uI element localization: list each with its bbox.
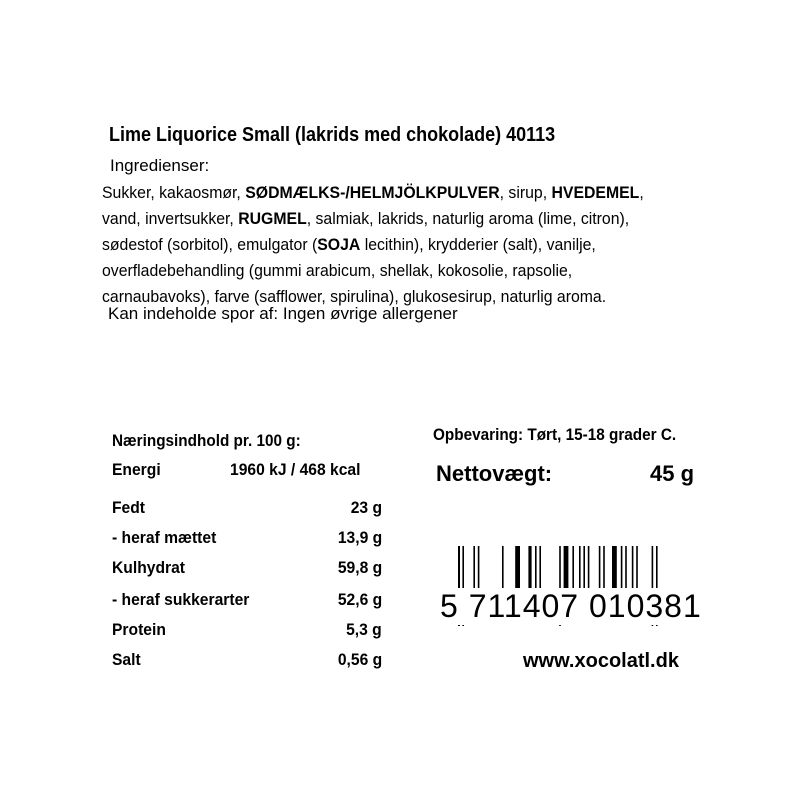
nutrition-row [112, 650, 382, 674]
net-weight-value: 45 g [650, 461, 695, 486]
allergen-trace-note: Kan indeholde spor af: Ingen øvrige allergener [108, 304, 458, 323]
nutrition-row [112, 528, 382, 552]
nutrition-name: Protein [112, 620, 166, 639]
nutrition-name: Salt [112, 650, 141, 669]
ingredient-text: , vand, invertsukker, [102, 183, 644, 228]
nutrition-row [112, 498, 382, 522]
nutrition-row-energy [112, 460, 382, 484]
nutrition-header: Næringsindhold pr. 100 g: [112, 431, 301, 450]
nutrition-value: 23 g [350, 498, 382, 517]
nutrition-name: Energi [112, 460, 161, 479]
nutrition-value: 1960 kJ / 468 kcal [230, 460, 361, 479]
allergen-highlight: RUGMEL [238, 209, 307, 228]
nutrition-name: Fedt [112, 498, 146, 517]
nutrition-name: - heraf mættet [112, 528, 217, 547]
nutrition-value: 5,3 g [346, 620, 382, 639]
ingredient-text: , sirup, [499, 183, 552, 202]
nutrition-row [112, 590, 382, 614]
ingredients-label: Ingredienser: [110, 156, 210, 175]
nutrition-name: Kulhydrat [112, 558, 185, 577]
nutrition-value: 59,8 g [337, 558, 382, 577]
storage-info: Opbevaring: Tørt, 15-18 grader C. [433, 425, 677, 444]
nutrition-value: 0,56 g [337, 650, 382, 669]
nutrition-value: 52,6 g [337, 590, 382, 609]
ingredients-text [102, 180, 669, 310]
allergen-highlight: SOJA [317, 235, 361, 254]
nutrition-name: - heraf sukkerarter [112, 590, 250, 609]
nutrition-row [112, 558, 382, 582]
nutrition-value: 13,9 g [337, 528, 382, 547]
ingredient-text: lecithin), krydderier (salt), vanilje, overfladebehandling (gummi arabicum, shellak, kokosolie, rapsolie, carnaubavoks), farve (safflower, spirulina), glukosesirup, naturlig aroma. [102, 235, 607, 306]
barcode-number: 5 711407 010381 [440, 588, 702, 624]
ingredient-text: , salmiak, lakrids, naturlig aroma (lime, citron), sødestof (sorbitol), emulgator ( [102, 209, 630, 254]
website-url: www.xocolatl.dk [523, 650, 679, 672]
product-title: Lime Liquorice Small (lakrids med chokolade) 40113 [109, 124, 556, 146]
ingredient-text: Sukker, kakaosmør, [102, 183, 246, 202]
net-weight-label: Nettovægt: [436, 461, 553, 486]
nutrition-row [112, 620, 382, 644]
allergen-highlight: HVEDEMEL [551, 183, 640, 202]
allergen-highlight: SØDMÆLKS-/HELMJÖLKPULVER [245, 183, 500, 202]
